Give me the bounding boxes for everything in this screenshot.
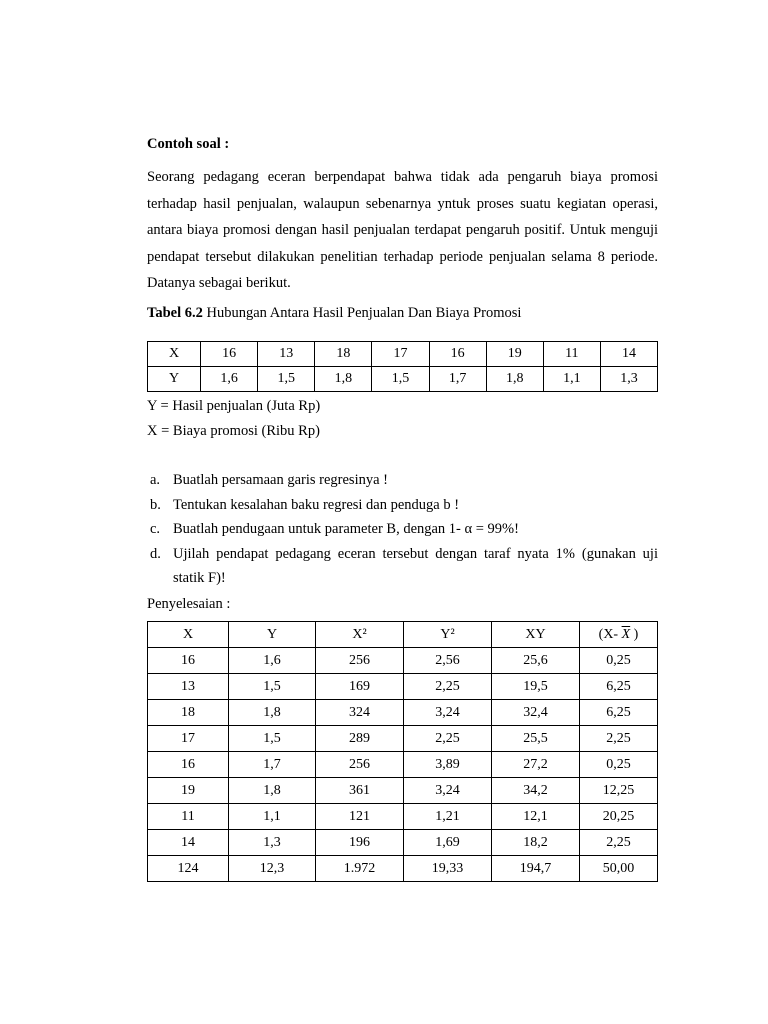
question-text: Tentukan kesalahan baku regresi dan penduga b ! [173, 496, 460, 513]
intro-paragraph: Seorang pedagang eceran berpendapat bahwa tidak ada pengaruh biaya promosi terhadap hasil penjualan, walaupun sebenarnya yntuk proses suatu kegiatan operasi, antara biaya promosi dengan hasil penjualan terdapat pengaruh positif. Untuk menguji pendapat tersebut dilakukan penelitian terhadap periode penjualan selama 8 periode. Datanya sebagai berikut. [147, 169, 658, 291]
table-cell: 2,25 [404, 726, 492, 752]
table-cell: 0,25 [580, 752, 658, 778]
table-cell: 1,6 [229, 648, 316, 674]
table-header-row [148, 622, 658, 648]
table-cell: 3,89 [404, 752, 492, 778]
question-item [147, 468, 658, 493]
table-cell: 1,3 [229, 830, 316, 856]
table-cell: 16 [201, 342, 258, 367]
table-row [148, 726, 658, 752]
table-cell: 14 [600, 342, 657, 367]
table-cell: 1,5 [372, 367, 429, 392]
header-prefix: (X- [598, 626, 622, 642]
table-cell: 25,6 [492, 648, 580, 674]
table-row-y [148, 367, 658, 392]
table-cell: 1,8 [315, 367, 372, 392]
table-cell: 289 [316, 726, 404, 752]
column-header: XY [492, 622, 580, 648]
data-table [147, 341, 658, 392]
table-cell: 0,25 [580, 648, 658, 674]
table-cell: 3,24 [404, 778, 492, 804]
question-letter: a. [150, 472, 161, 488]
x-bar-symbol: $\overline{X}$ [621, 626, 631, 642]
table-cell: 124 [148, 856, 229, 882]
question-letter: d. [150, 545, 161, 562]
table-row [148, 674, 658, 700]
table-cell: 1,8 [486, 367, 543, 392]
column-header [580, 622, 658, 648]
table-row-x [148, 342, 658, 367]
table-cell: 256 [316, 648, 404, 674]
table-cell: 19 [148, 778, 229, 804]
table-cell: 25,5 [492, 726, 580, 752]
table-cell: 2,25 [404, 674, 492, 700]
table-cell: 1,6 [201, 367, 258, 392]
table1-caption [147, 305, 521, 322]
table-cell: 2,25 [580, 726, 658, 752]
table-cell: 194,7 [492, 856, 580, 882]
question-item [147, 542, 658, 591]
solution-label: Penyelesaian : [147, 596, 231, 612]
column-header: X² [316, 622, 404, 648]
row-label-x: X [148, 342, 201, 367]
table-cell: 19,33 [404, 856, 492, 882]
table-cell: 27,2 [492, 752, 580, 778]
table-cell: 50,00 [580, 856, 658, 882]
table-cell: 196 [316, 830, 404, 856]
table-cell: 16 [148, 648, 229, 674]
table-cell: 2,56 [404, 648, 492, 674]
table-cell: 1,8 [229, 700, 316, 726]
question-text: Buatlah persamaan garis regresinya ! [173, 472, 388, 488]
table-cell: 1,21 [404, 804, 492, 830]
question-item [147, 517, 658, 542]
question-letter: b. [150, 496, 161, 513]
table-cell: 1,5 [229, 726, 316, 752]
table-cell: 1,5 [258, 367, 315, 392]
solution-table [147, 621, 658, 882]
table-cell: 3,24 [404, 700, 492, 726]
legend-x: X = Biaya promosi (Ribu Rp) [147, 423, 320, 439]
table-cell: 6,25 [580, 700, 658, 726]
table-cell: 1,8 [229, 778, 316, 804]
column-header: Y [229, 622, 316, 648]
row-label-y: Y [148, 367, 201, 392]
header-suffix: ) [630, 626, 639, 642]
table-cell: 12,25 [580, 778, 658, 804]
table-cell: 169 [316, 674, 404, 700]
table-cell: 361 [316, 778, 404, 804]
question-item [147, 493, 658, 518]
table-cell: 324 [316, 700, 404, 726]
section-heading: Contoh soal : [147, 136, 230, 152]
question-text: Ujilah pendapat pedagang eceran tersebut dengan taraf nyata 1% (gunakan uji statik F)! [173, 545, 658, 586]
table1-caption-text: Hubungan Antara Hasil Penjualan Dan Biaya Promosi [202, 305, 522, 321]
table-cell: 1,7 [229, 752, 316, 778]
table-row [148, 752, 658, 778]
table-cell: 12,1 [492, 804, 580, 830]
table-cell: 1,3 [600, 367, 657, 392]
column-header: Y² [404, 622, 492, 648]
table-cell: 13 [148, 674, 229, 700]
table-cell: 1.972 [316, 856, 404, 882]
table-cell: 1,5 [229, 674, 316, 700]
table-row [148, 830, 658, 856]
table-cell: 256 [316, 752, 404, 778]
table-cell: 14 [148, 830, 229, 856]
table-cell: 18 [148, 700, 229, 726]
table-row [148, 804, 658, 830]
table-row [148, 778, 658, 804]
solution-table-body [148, 648, 658, 882]
table-cell: 6,25 [580, 674, 658, 700]
table-cell: 12,3 [229, 856, 316, 882]
table-cell: 17 [148, 726, 229, 752]
table-row [148, 856, 658, 882]
legend-y: Y = Hasil penjualan (Juta Rp) [147, 398, 321, 414]
table-cell: 19 [486, 342, 543, 367]
table-row [148, 648, 658, 674]
table-cell: 11 [148, 804, 229, 830]
table-cell: 17 [372, 342, 429, 367]
question-list [147, 468, 658, 591]
table1-caption-label: Tabel 6.2 [147, 305, 203, 321]
table-cell: 13 [258, 342, 315, 367]
table-cell: 32,4 [492, 700, 580, 726]
table-cell: 1,69 [404, 830, 492, 856]
table-cell: 16 [148, 752, 229, 778]
table-cell: 1,7 [429, 367, 486, 392]
table-cell: 1,1 [543, 367, 600, 392]
question-letter: c. [150, 521, 161, 537]
column-header: X [148, 622, 229, 648]
table-row [148, 700, 658, 726]
table-cell: 2,25 [580, 830, 658, 856]
question-text: Buatlah pendugaan untuk parameter B, dengan 1- α = 99%! [173, 521, 519, 537]
table-cell: 18,2 [492, 830, 580, 856]
table-cell: 19,5 [492, 674, 580, 700]
table-cell: 34,2 [492, 778, 580, 804]
table-cell: 18 [315, 342, 372, 367]
table-cell: 20,25 [580, 804, 658, 830]
table-cell: 11 [543, 342, 600, 367]
table-cell: 1,1 [229, 804, 316, 830]
table-cell: 121 [316, 804, 404, 830]
table-cell: 16 [429, 342, 486, 367]
